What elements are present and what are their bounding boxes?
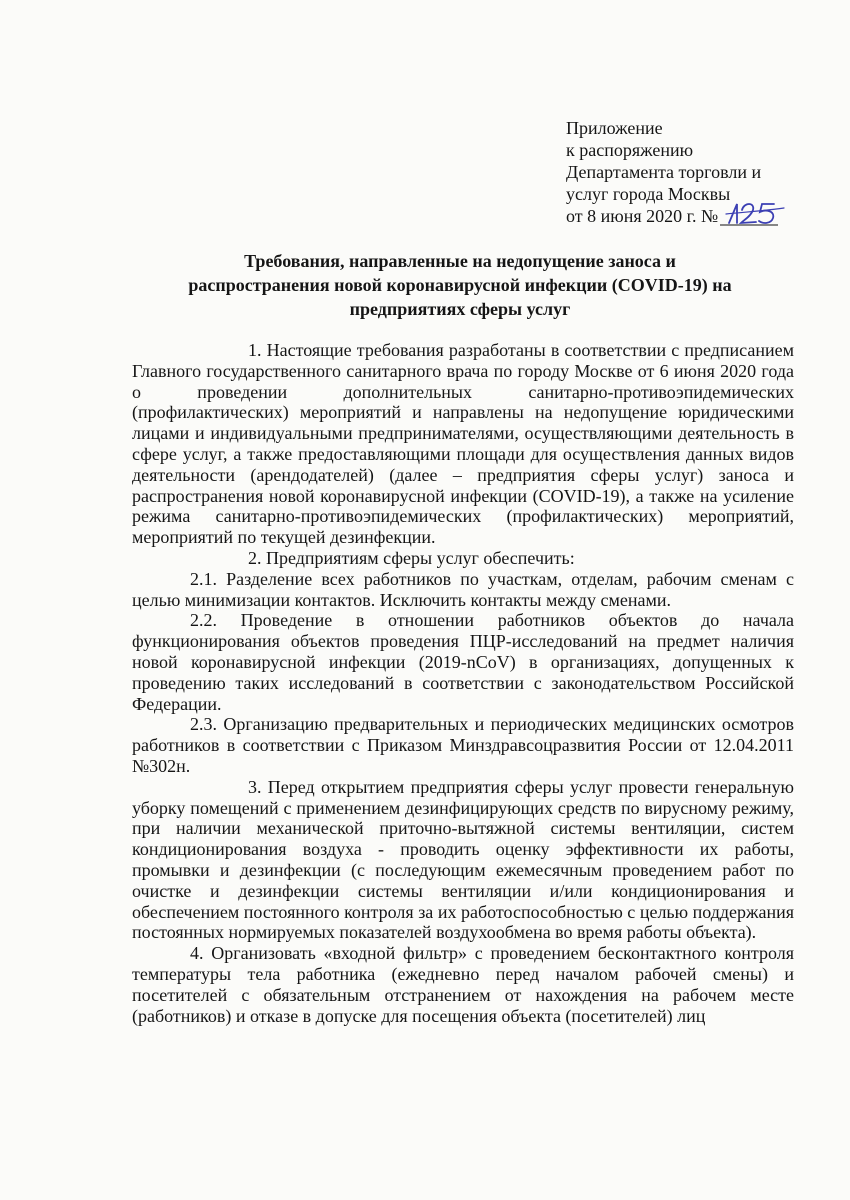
clause-text: Разделение всех работников по участкам, отделам, рабочим сменам с целью минимизации контактов. Исключить контакты между сменами. [132,568,794,610]
title-line: Требования, направленные на недопущение заноса и [244,251,676,271]
document-title [140,249,780,321]
annex-line: услуг города Москвы [566,184,731,204]
clause-number: 4. [190,943,204,964]
clause-text: Организацию предварительных и периодических медицинских осмотров работников в соответствии с Приказом Минздравсоцразвития России от 12.04.2011 №302н. [132,714,794,776]
order-number [718,205,780,227]
clause-text: Настоящие требования разработаны в соответствии с предписанием Главного государственного санитарного врача по городу Москве от 6 июня 2020 года о проведении дополнительных санитарно-противоэпидемических (профилактических) мероприятий и направлены на недопущение юридическими лицами и индивидуальными предпринимателями, осуществляющими деятельность в сфере услуг, а также предоставляющими площади для осуществления данных видов деятельности (арендодателей) (далее – предприятия сферы услуг) заноса и распространения новой коронавирусной инфекции (COVID-19), а также на усиление режима санитарно-противоэпидемических (профилактических) мероприятий, мероприятий по текущей дезинфекции. [132,340,795,548]
clause-2-3 [132,714,794,776]
title-line: предприятиях сферы услуг [349,299,571,319]
clause-number: 2.2. [190,610,217,631]
clause-number: 3. [248,776,262,797]
clause-3 [132,777,794,943]
clause-text: Проведение в отношении работников объектов до начала функционирования объектов проведения ПЦР-исследований на предмет наличия новой коронавирусной инфекции (2019-nCoV) в организациях, допущенных к проведению таких исследований в соответствии с законодательством Российской Федерации. [132,610,794,714]
clause-text: Организовать «входной фильтр» с проведением бесконтактного контроля температуры тела работника (ежедневно перед началом рабочей смены) и посетителей с обязательным отстранением от нахождения на рабочем месте (работников) и отказе в допуске для посещения объекта (посетителей) лиц [132,943,794,1026]
clause-text: Предприятиям сферы услуг обеспечить: [266,547,575,568]
handwritten-number [724,199,786,227]
clause-number: 2.3. [190,714,217,735]
annex-date-text: от 8 июня 2020 г. № [566,206,719,226]
annex-block [566,117,826,227]
document-body [132,340,794,1026]
annex-title: Приложение [566,118,663,138]
clause-2-2 [132,610,794,714]
clause-4 [132,943,794,1026]
clause-2-1 [132,569,794,611]
annex-line: Департамента торговли и [566,162,762,182]
annex-line: к распоряжению [566,140,694,160]
title-line: распространения новой коронавирусной инфекции (COVID-19) на [188,275,732,295]
clause-number: 2.1. [190,568,217,589]
clause-number: 1. [248,340,262,360]
clause-text: Перед открытием предприятия сферы услуг провести генеральную уборку помещений с применением дезинфицирующих средств по вирусному режиму, при наличии механической приточно-вытяжной системы вентиляции, систем кондиционирования воздуха - проводить оценку эффективности их работы, промывки и дезинфекции (с последующим ежемесячным проведением работ по очистке и дезинфекции системы вентиляции и/или кондиционирования и обеспечением постоянного контроля за их работоспособностью с целью поддержания постоянных нормируемых показателей воздухообмена во время работы объекта). [132,776,794,943]
clause-1 [132,340,794,548]
clause-2 [132,548,794,569]
annex-date-line [566,205,826,227]
clause-number: 2. [248,547,262,568]
